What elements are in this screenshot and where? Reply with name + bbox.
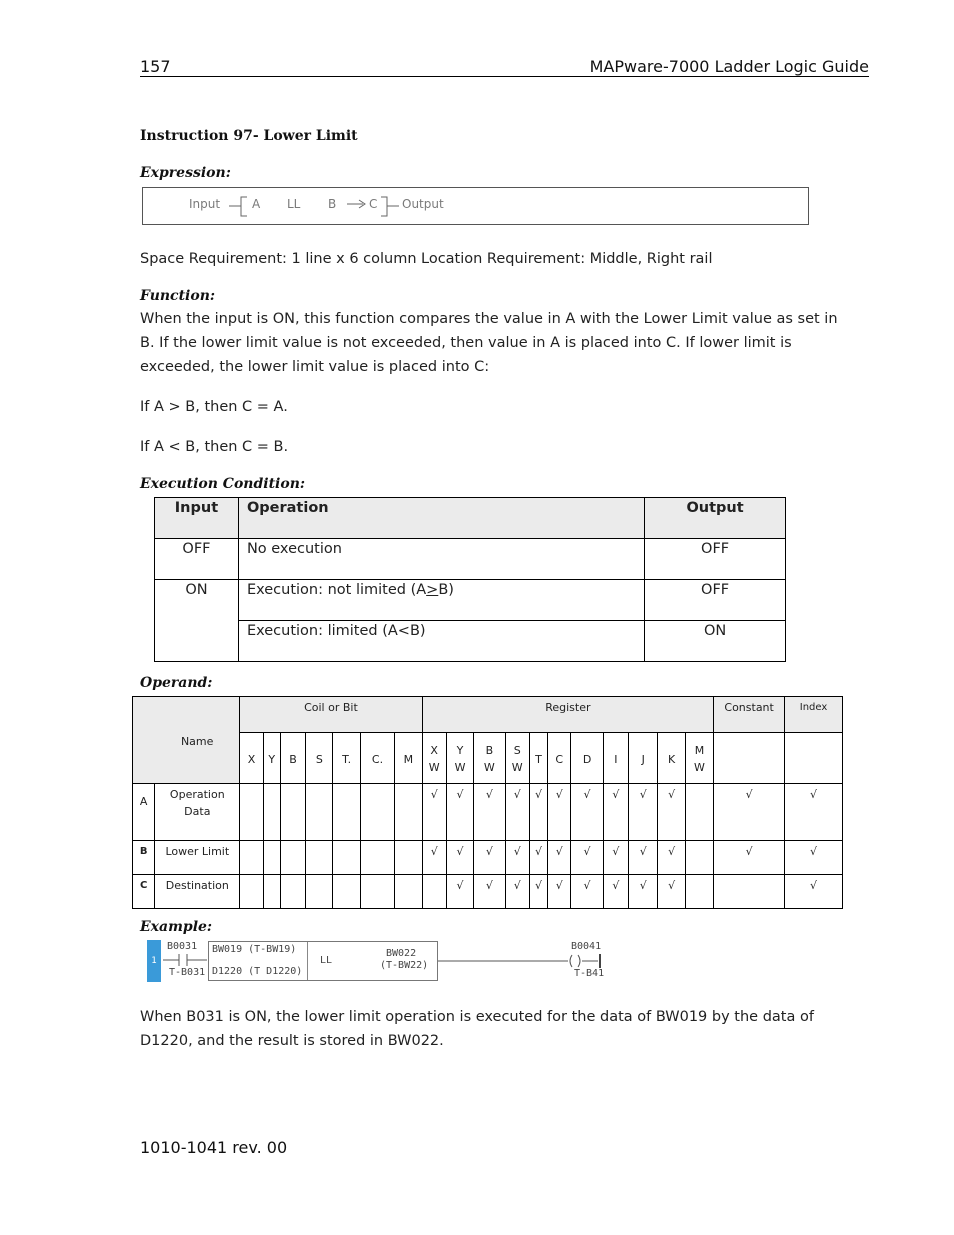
expression-box [142,187,809,225]
register-col-header: T [529,733,547,784]
register-col-header: Y W [446,733,473,784]
operand-name-header: Name [133,697,240,784]
exec-cell-output: OFF [645,539,786,580]
function-line-1: When the input is ON, this function compares the value in A with the Lower Limit value as set in [140,311,838,327]
coil-tag: T-B41 [574,968,605,979]
register-col-header: B W [474,733,505,784]
table-row [155,498,786,539]
execution-heading: Execution Condition: [140,476,306,492]
check-mark: √ [446,875,473,909]
check-mark: √ [474,875,505,909]
check-mark: √ [714,784,785,841]
page-number: 157 [140,57,171,76]
operand-group-index: Index [785,697,843,733]
operand-key: C [133,875,155,909]
operand-group-constant: Constant [714,697,785,733]
dest-address: BW022 [386,948,417,959]
ll-operator: LL [320,955,333,966]
check-mark: √ [603,875,628,909]
check-mark: √ [529,784,547,841]
check-mark: √ [629,875,658,909]
check-mark: √ [658,875,685,909]
function-line-2: B. If the lower limit value is not exceeded, then value in A is placed into C. If lower limit is [140,335,792,351]
function-heading: Function: [140,288,216,304]
register-col-header: I [603,733,628,784]
exec-op-text-post: B) [438,582,454,598]
footer-revision: 1010-1041 rev. 00 [140,1138,288,1157]
index-col-cell [785,733,843,784]
check-mark: √ [603,784,628,841]
exec-cell-output: ON [645,621,786,662]
exec-cell-operation: Execution: limited (A<B) [238,621,644,662]
check-mark: √ [505,784,529,841]
expr-bracket-left-icon [227,194,249,220]
instruction-title: Instruction 97- Lower Limit [140,128,358,144]
location-requirement: Location Requirement: Middle, Right rail [421,251,713,267]
table-row [155,539,786,580]
check-mark: √ [505,875,529,909]
check-mark: √ [422,841,446,875]
check-mark: √ [548,784,571,841]
register-col-header: X W [422,733,446,784]
check-mark: √ [658,784,685,841]
operand-a-label: BW019 (T-BW19) [212,944,297,955]
coil-col-header: S [306,733,333,784]
operand-name: Lower Limit [155,841,240,875]
rung-number: 1 [147,940,161,982]
operand-name: Destination [155,875,240,909]
exec-header-input: Input [155,498,239,539]
check-mark: √ [446,784,473,841]
exec-cell-operation: No execution [238,539,644,580]
exec-header-operation: Operation [238,498,644,539]
check-mark: √ [571,841,603,875]
operand-group-coil: Coil or Bit [240,697,422,733]
check-mark: √ [446,841,473,875]
check-mark: √ [571,875,603,909]
register-col-header: M W [685,733,713,784]
coil-col-header: B [280,733,305,784]
execution-table [154,497,786,662]
exec-op-text-underlined: > [426,582,439,598]
operand-b-label: D1220 (T D1220) [212,966,303,977]
check-mark: √ [714,841,785,875]
exec-cell-output: OFF [645,580,786,621]
check-mark: √ [529,875,547,909]
register-col-header: K [658,733,685,784]
table-row [133,784,843,841]
expr-ll: LL [287,197,301,211]
exec-cell-operation [238,580,644,621]
check-mark: √ [629,784,658,841]
operand-name: Operation Data [155,784,240,841]
coil-col-header: Y [263,733,280,784]
check-mark: √ [422,784,446,841]
example-line-2: D1220, and the result is stored in BW022. [140,1033,444,1049]
check-mark: √ [548,875,571,909]
register-col-header: S W [505,733,529,784]
expr-input-label: Input [189,197,221,211]
exec-op-text-pre: Execution: not limited (A [246,582,427,598]
operand-group-register: Register [422,697,714,733]
check-mark: √ [529,841,547,875]
coil-col-header: T. [333,733,360,784]
expression-heading: Expression: [140,165,231,181]
ll-function-block [208,941,438,981]
function-line-3: exceeded, the lower limit value is placed into C: [140,359,490,375]
operand-key: B [133,841,155,875]
table-row [155,621,786,662]
function-rule-2: If A < B, then C = B. [140,439,289,455]
coil-address: B0041 [571,941,602,952]
function-rule-1: If A > B, then C = A. [140,399,288,415]
exec-header-output: Output [645,498,786,539]
expr-arrow-icon [346,198,368,210]
operand-table [132,696,843,909]
table-row [133,733,843,784]
table-row [133,697,843,733]
expr-bracket-right-icon [379,194,401,220]
coil-col-header: M [395,733,422,784]
table-row [155,580,786,621]
contact-tag: T-B031 [169,967,206,978]
dest-tag: (T-BW22) [380,960,429,971]
check-mark: √ [603,841,628,875]
register-col-header: C [548,733,571,784]
check-mark: √ [474,841,505,875]
constant-col-cell [714,733,785,784]
example-heading: Example: [140,919,213,935]
operand-heading: Operand: [140,675,213,691]
register-col-header: D [571,733,603,784]
table-row [133,841,843,875]
expr-c: C [369,197,378,211]
coil-col-header: X [240,733,263,784]
expr-output-label: Output [402,197,444,211]
exec-cell-input: ON [155,580,239,662]
header-rule [140,76,869,77]
example-line-1: When B031 is ON, the lower limit operation is executed for the data of BW019 by the data of [140,1009,814,1025]
check-mark: √ [629,841,658,875]
check-mark: √ [548,841,571,875]
check-mark: √ [785,841,843,875]
check-mark: √ [571,784,603,841]
contact-symbol-icon [163,953,207,967]
check-mark: √ [785,875,843,909]
table-row [133,875,843,909]
check-mark: √ [505,841,529,875]
check-mark: √ [658,841,685,875]
expr-a: A [252,197,261,211]
contact-address: B0031 [167,941,198,952]
document-title: MAPware-7000 Ladder Logic Guide [589,57,869,76]
check-mark: √ [474,784,505,841]
ladder-example-diagram [147,940,617,984]
expr-b: B [328,197,337,211]
exec-cell-input: OFF [155,539,239,580]
register-col-header: J [629,733,658,784]
check-mark: √ [785,784,843,841]
space-requirement: Space Requirement: 1 line x 6 column [140,251,417,267]
operand-key: A [133,784,155,841]
rung-wire-icon [438,954,610,968]
coil-col-header: C. [360,733,394,784]
